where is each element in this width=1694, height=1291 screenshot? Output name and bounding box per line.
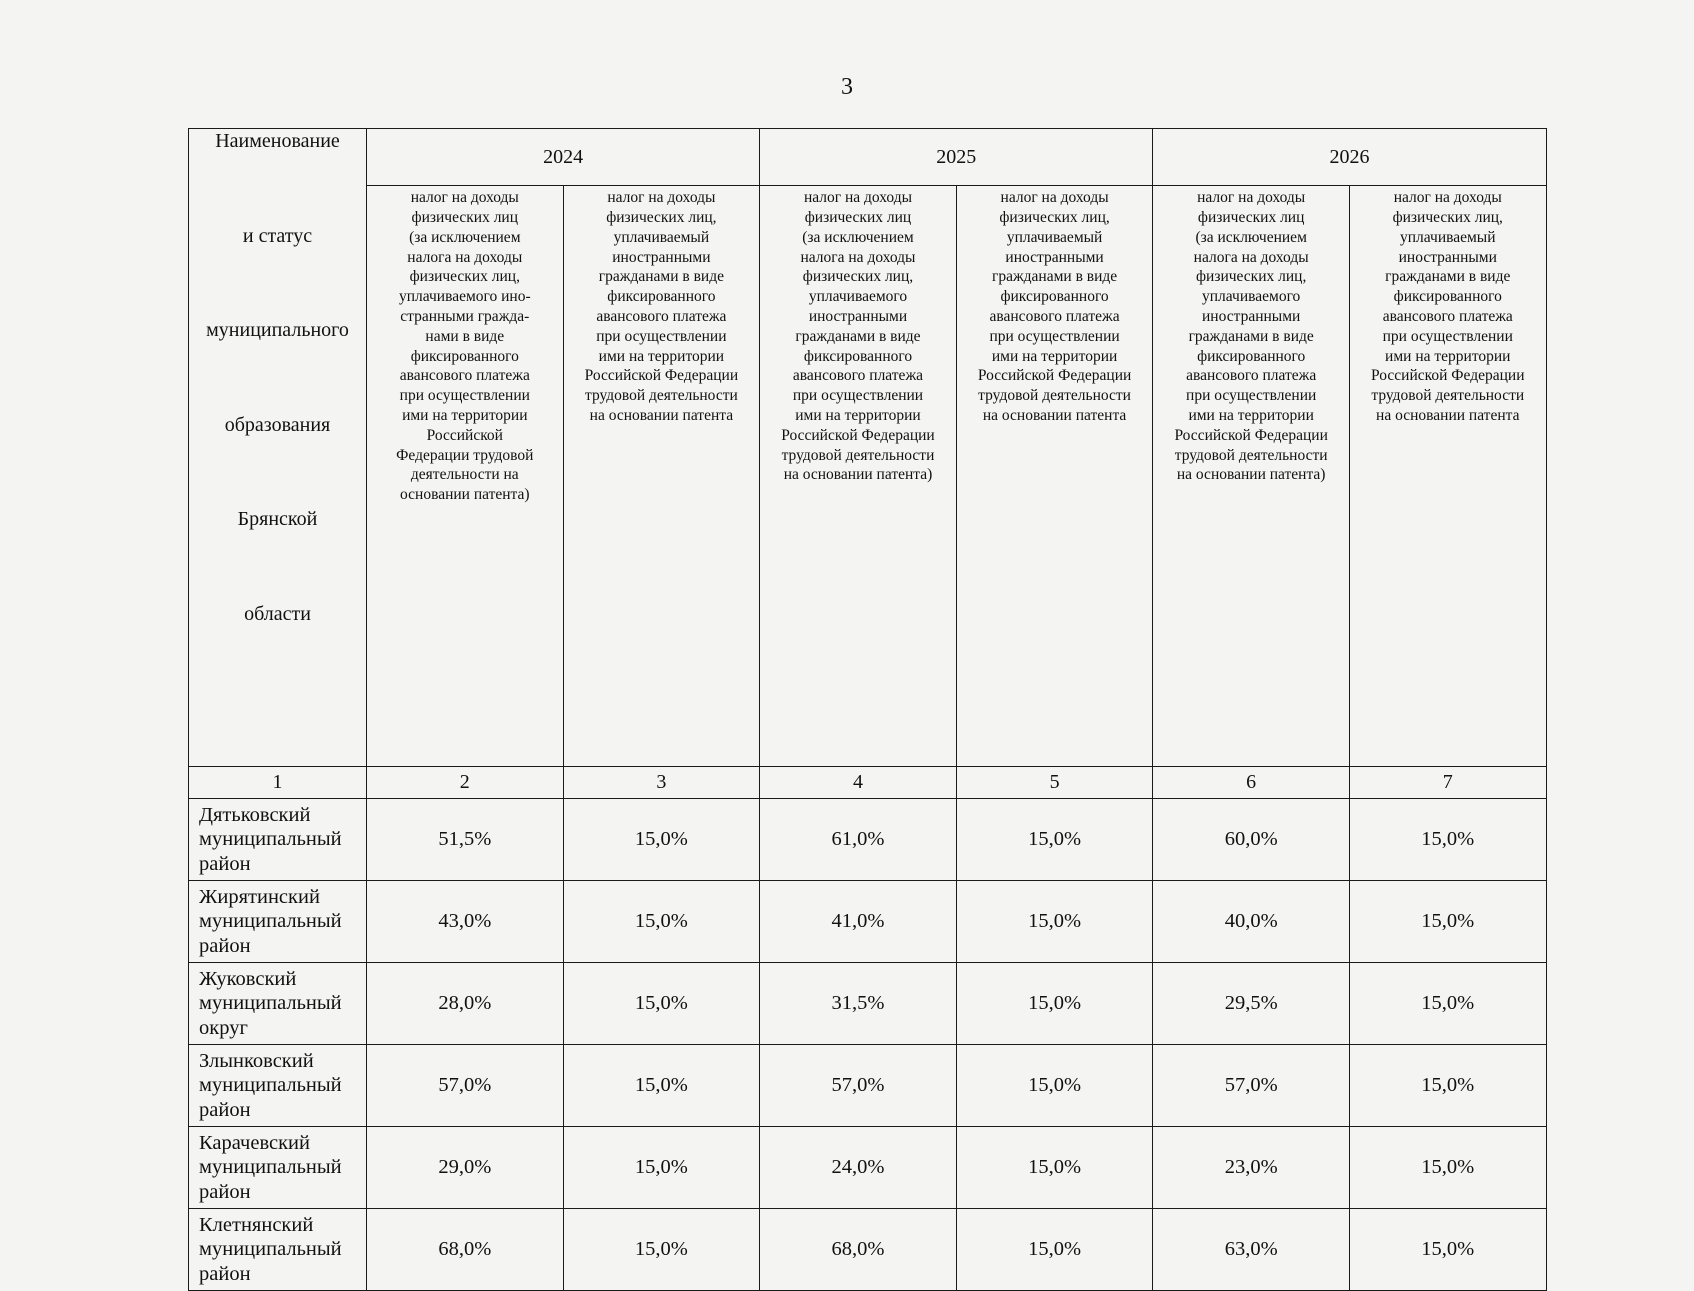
header-text-line: физических лиц, bbox=[1195, 268, 1307, 286]
header-text-line: авансового платежа bbox=[1382, 307, 1513, 325]
header-text-line: странными гражда- bbox=[400, 307, 530, 325]
name-column-header bbox=[189, 129, 367, 767]
percent-cell: 15,0% bbox=[563, 963, 760, 1045]
percent-cell: 15,0% bbox=[956, 799, 1153, 881]
header-text-line: Российской Федерации bbox=[781, 426, 935, 444]
percent-cell: 15,0% bbox=[1349, 881, 1546, 963]
header-text-line: иностранными bbox=[808, 307, 908, 325]
municipality-name-line: муниципальный bbox=[199, 910, 342, 933]
percent-cell: 15,0% bbox=[563, 799, 760, 881]
column-number: 2 bbox=[367, 767, 564, 799]
percent-cell: 15,0% bbox=[563, 1127, 760, 1209]
percent-cell: 40,0% bbox=[1153, 881, 1350, 963]
percent-cell: 63,0% bbox=[1153, 1209, 1350, 1291]
municipality-name bbox=[189, 881, 367, 963]
header-text-line: фиксированного bbox=[607, 288, 716, 306]
header-text-line: Федерации трудовой bbox=[396, 446, 534, 464]
year-header-2026: 2026 bbox=[1153, 129, 1546, 186]
header-text-line: физических лиц bbox=[1197, 208, 1305, 226]
percent-cell: 15,0% bbox=[956, 881, 1153, 963]
municipality-name bbox=[189, 1209, 367, 1291]
year-header-2025: 2025 bbox=[760, 129, 1153, 186]
header-text-line: Российской Федерации bbox=[1174, 426, 1328, 444]
header-text-line: при осуществлении bbox=[1382, 327, 1513, 345]
header-text-line: деятельности на bbox=[410, 466, 519, 484]
percent-cell: 61,0% bbox=[760, 799, 957, 881]
percent-cell: 68,0% bbox=[367, 1209, 564, 1291]
percent-cell: 68,0% bbox=[760, 1209, 957, 1291]
municipality-name-line: Карачевский bbox=[199, 1131, 310, 1154]
header-text-line: фиксированного bbox=[1197, 347, 1306, 365]
municipality-name-line: район bbox=[199, 852, 251, 875]
percent-cell: 15,0% bbox=[1349, 1127, 1546, 1209]
municipality-name-line: район bbox=[199, 934, 251, 957]
header-text-line: на основании патента bbox=[589, 406, 734, 424]
percent-cell: 60,0% bbox=[1153, 799, 1350, 881]
header-text-line: ими на территории bbox=[402, 406, 528, 424]
header-text-line: Наименование bbox=[215, 130, 340, 152]
percent-cell: 41,0% bbox=[760, 881, 957, 963]
header-text-line: при осуществлении bbox=[399, 387, 530, 405]
header-text-line: образования bbox=[224, 413, 331, 436]
municipality-name-line: район bbox=[199, 1098, 251, 1121]
percent-cell: 15,0% bbox=[956, 963, 1153, 1045]
col-header-5 bbox=[956, 186, 1153, 767]
header-text-line: трудовой деятельности bbox=[978, 387, 1131, 405]
header-text-line: авансового платежа bbox=[792, 367, 924, 385]
municipality-name-line: Жуковский bbox=[199, 967, 297, 990]
municipality-name-line: муниципальный bbox=[199, 1074, 342, 1097]
percent-cell: 15,0% bbox=[1349, 799, 1546, 881]
col-header-7 bbox=[1349, 186, 1546, 767]
percent-cell: 15,0% bbox=[1349, 963, 1546, 1045]
header-text-line: уплачиваемый bbox=[1400, 228, 1496, 246]
municipality-name-line: район bbox=[199, 1262, 251, 1285]
percent-cell: 15,0% bbox=[1349, 1045, 1546, 1127]
municipality-name-line: муниципальный bbox=[199, 828, 342, 851]
col-header-4 bbox=[760, 186, 957, 767]
header-text-line: на основании патента) bbox=[783, 466, 933, 484]
percent-cell: 15,0% bbox=[1349, 1209, 1546, 1291]
header-text-line: налог на доходы bbox=[1000, 189, 1109, 207]
column-number: 3 bbox=[563, 767, 760, 799]
header-text-line: на основании патента) bbox=[1176, 466, 1326, 484]
year-header-row bbox=[189, 129, 1547, 186]
header-text-line: гражданами в виде bbox=[795, 327, 921, 345]
table-row bbox=[189, 799, 1547, 881]
header-text-line: Брянской bbox=[237, 508, 318, 530]
header-text-line: фиксированного bbox=[803, 347, 913, 365]
header-text-line: авансового платежа bbox=[596, 307, 727, 325]
header-text-line: авансового платежа bbox=[1186, 367, 1317, 385]
percent-cell: 15,0% bbox=[956, 1209, 1153, 1291]
col-header-6 bbox=[1153, 186, 1350, 767]
header-text-line: налог на доходы bbox=[607, 189, 716, 207]
header-text-line: уплачиваемый bbox=[1006, 228, 1103, 246]
header-text-line: (за исключением bbox=[802, 228, 914, 246]
header-text-line: при осуществлении bbox=[596, 327, 727, 345]
percent-cell: 23,0% bbox=[1153, 1127, 1350, 1209]
header-text-line: при осуществлении bbox=[792, 387, 924, 405]
header-text-line: физических лиц, bbox=[409, 268, 520, 286]
municipality-name-line: Дятьковский bbox=[199, 803, 311, 826]
header-text-line: налог на доходы bbox=[803, 189, 913, 207]
header-text-line: фиксированного bbox=[1393, 288, 1502, 306]
header-text-line: физических лиц bbox=[411, 208, 519, 226]
municipality-name-line: муниципальный bbox=[199, 992, 342, 1015]
header-text-line: основании патента) bbox=[400, 486, 530, 504]
municipality-name bbox=[189, 1045, 367, 1127]
header-text-line: гражданами в виде bbox=[598, 268, 724, 286]
header-text-line: трудовой деятельности bbox=[584, 387, 738, 405]
header-text-line: налог на доходы bbox=[1197, 189, 1306, 207]
header-text-line: при осуществлении bbox=[989, 327, 1120, 345]
municipality-name-line: Злынковский bbox=[199, 1049, 314, 1072]
header-text-line: налога на доходы bbox=[407, 248, 523, 266]
percent-cell: 51,5% bbox=[367, 799, 564, 881]
tax-rates-table bbox=[188, 128, 1547, 1291]
header-text-line: нами в виде bbox=[425, 327, 505, 345]
percent-cell: 24,0% bbox=[760, 1127, 957, 1209]
header-text-line: авансового платежа bbox=[989, 307, 1120, 325]
municipality-name-line: округ bbox=[199, 1016, 248, 1039]
header-text-line: фиксированного bbox=[1000, 288, 1109, 306]
header-text-line: физических лиц, bbox=[606, 208, 717, 226]
table-row bbox=[189, 1209, 1547, 1291]
header-text-line: иностранными bbox=[1202, 307, 1301, 325]
municipality-name-line: район bbox=[199, 1180, 251, 1203]
table-row bbox=[189, 881, 1547, 963]
percent-cell: 29,0% bbox=[367, 1127, 564, 1209]
header-text-line: налог на доходы bbox=[410, 189, 519, 207]
percent-cell: 15,0% bbox=[956, 1045, 1153, 1127]
municipality-name bbox=[189, 1127, 367, 1209]
header-text-line: области bbox=[244, 602, 311, 625]
header-text-line: и статус bbox=[242, 224, 313, 247]
header-text-line: гражданами в виде bbox=[1385, 268, 1511, 286]
header-text-line: налога на доходы bbox=[800, 248, 916, 266]
table-row bbox=[189, 1045, 1547, 1127]
header-text-line: Российской Федерации bbox=[977, 367, 1132, 385]
header-text-line: авансового платежа bbox=[399, 367, 530, 385]
percent-cell: 57,0% bbox=[760, 1045, 957, 1127]
header-text-line: ими на территории bbox=[1385, 347, 1511, 365]
percent-cell: 15,0% bbox=[563, 1045, 760, 1127]
header-text-line: гражданами в виде bbox=[1188, 327, 1314, 345]
header-text-line: трудовой деятельности bbox=[781, 446, 935, 464]
header-text-line: гражданами в виде bbox=[991, 268, 1118, 286]
header-text-line: (за исключением bbox=[409, 228, 521, 246]
header-text-line: на основании патента bbox=[982, 406, 1127, 424]
column-number: 1 bbox=[189, 767, 367, 799]
header-text-line: физических лиц, bbox=[999, 208, 1110, 226]
header-text-line: ими на территории bbox=[598, 347, 725, 365]
percent-cell: 43,0% bbox=[367, 881, 564, 963]
header-text-line: (за исключением bbox=[1195, 228, 1307, 246]
percent-cell: 15,0% bbox=[956, 1127, 1153, 1209]
percent-cell: 29,5% bbox=[1153, 963, 1350, 1045]
year-header-2024: 2024 bbox=[367, 129, 760, 186]
header-text-line: иностранными bbox=[1398, 248, 1497, 266]
municipality-name bbox=[189, 799, 367, 881]
description-header-row bbox=[189, 186, 1547, 767]
header-text-line: уплачиваемого bbox=[1202, 288, 1301, 306]
header-text-line: ими на территории bbox=[991, 347, 1118, 365]
header-text-line: при осуществлении bbox=[1186, 387, 1317, 405]
header-text-line: уплачиваемого bbox=[808, 288, 908, 306]
col-header-3 bbox=[563, 186, 760, 767]
column-number-row bbox=[189, 767, 1547, 799]
percent-cell: 57,0% bbox=[367, 1045, 564, 1127]
header-text-line: на основании патента bbox=[1376, 406, 1520, 424]
table-row bbox=[189, 963, 1547, 1045]
percent-cell: 15,0% bbox=[563, 1209, 760, 1291]
header-text-line: Российской Федерации bbox=[584, 367, 739, 385]
header-text-line: уплачиваемый bbox=[613, 228, 710, 246]
header-text-line: Российской Федерации bbox=[1371, 367, 1525, 385]
table-body bbox=[189, 799, 1547, 1291]
header-text-line: налога на доходы bbox=[1193, 248, 1309, 266]
municipality-name-line: муниципальный bbox=[199, 1156, 342, 1179]
table-row bbox=[189, 1127, 1547, 1209]
municipality-name-line: муниципальный bbox=[199, 1238, 342, 1261]
percent-cell: 28,0% bbox=[367, 963, 564, 1045]
municipality-name-line: Клетнянский bbox=[199, 1213, 314, 1236]
header-text-line: физических лиц, bbox=[802, 268, 914, 286]
column-number: 6 bbox=[1153, 767, 1350, 799]
percent-cell: 15,0% bbox=[563, 881, 760, 963]
percent-cell: 57,0% bbox=[1153, 1045, 1350, 1127]
header-text-line: иностранными bbox=[612, 248, 711, 266]
header-text-line: трудовой деятельности bbox=[1174, 446, 1328, 464]
header-text-line: муниципального bbox=[206, 319, 349, 341]
municipality-name-line: Жирятинский bbox=[199, 885, 320, 908]
header-text-line: ими на территории bbox=[1188, 406, 1314, 424]
column-number: 5 bbox=[956, 767, 1153, 799]
header-text-line: ими на территории bbox=[795, 406, 921, 424]
header-text-line: налог на доходы bbox=[1393, 189, 1502, 207]
page-number: 3 bbox=[841, 74, 853, 100]
percent-cell: 31,5% bbox=[760, 963, 957, 1045]
column-number: 7 bbox=[1349, 767, 1546, 799]
header-text-line: иностранными bbox=[1005, 248, 1104, 266]
column-number: 4 bbox=[760, 767, 957, 799]
header-text-line: фиксированного bbox=[410, 347, 519, 365]
name-column-header-text bbox=[189, 129, 366, 766]
header-text-line: трудовой деятельности bbox=[1371, 387, 1525, 405]
municipality-name bbox=[189, 963, 367, 1045]
col-header-2 bbox=[367, 186, 564, 767]
header-text-line: уплачиваемого ино- bbox=[398, 288, 531, 306]
header-text-line: физических лиц bbox=[804, 208, 912, 226]
header-text-line: физических лиц, bbox=[1392, 208, 1503, 226]
header-text-line: Российской bbox=[426, 426, 503, 444]
